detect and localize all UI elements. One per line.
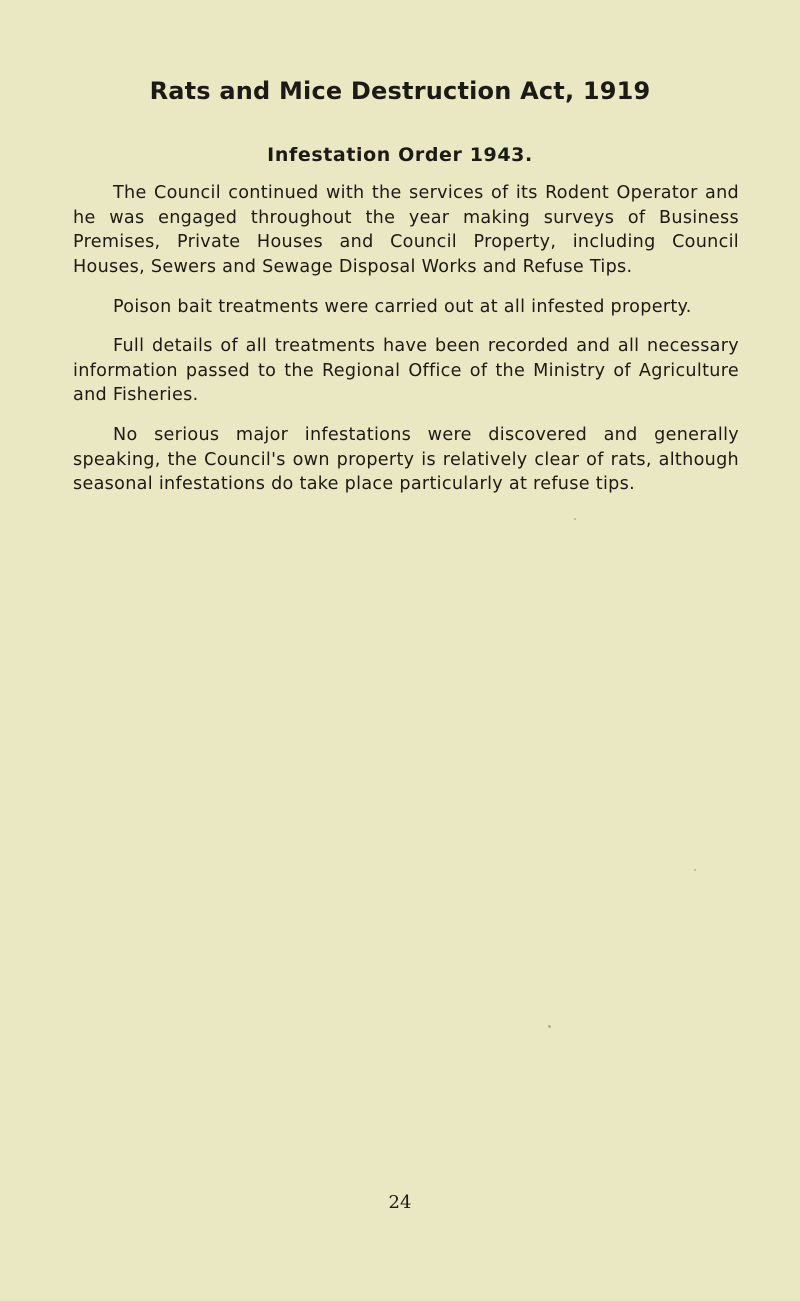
paragraph-infestations: No serious major infestations were discovered and generally speaking, the Council's own property is relatively clear of rats, although seasonal infestations do take place particularly at refuse tips. (73, 425, 739, 494)
section-subtitle: Infestation Order 1943. (267, 144, 533, 166)
paragraph-poison-bait: Poison bait treatments were carried out at all infested property. (113, 297, 692, 317)
paper-speck (694, 869, 696, 871)
paragraph-rodent-operator: The Council continued with the services of its Rodent Operator and he was engaged throughout the year making surveys of Business Premises, Private Houses and Council Property, including Council Houses, Sewers and Sewage Disposal Works and Refuse Tips. (73, 183, 739, 277)
page-title: Rats and Mice Destruction Act, 1919 (149, 77, 651, 105)
paper-speck (548, 1025, 551, 1028)
paper-speck (574, 518, 576, 520)
paragraph-treatment-records: Full details of all treatments have been recorded and all necessary information passed to the Regional Office of the Ministry of Agriculture and Fisheries. (73, 336, 739, 405)
page-number: 24 (388, 1192, 412, 1213)
